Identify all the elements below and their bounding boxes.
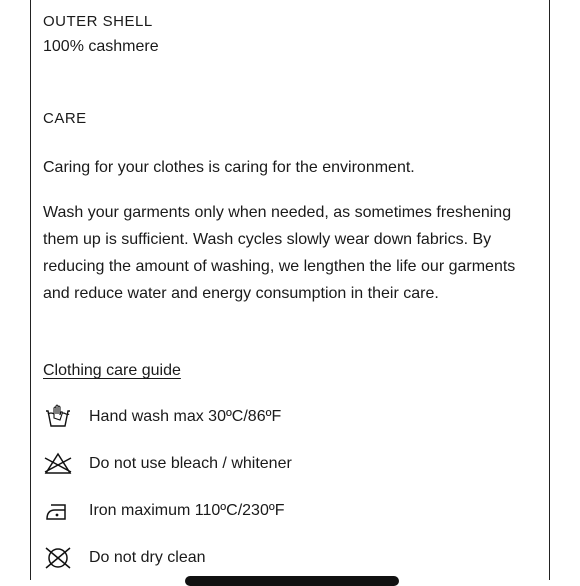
care-intro: Caring for your clothes is caring for the environment. — [43, 159, 415, 176]
care-body: Wash your garments only when needed, as sometimes freshening them up is sufficient. Wash cycles slowly wear down fabrics. By reducing the amount of washing, we lengthen the life our garments and reduce water and energy consumption in their care. — [43, 204, 516, 302]
iron-icon — [43, 498, 73, 524]
outer-shell-value: 100% cashmere — [43, 38, 159, 55]
care-item-text: Do not use bleach / whitener — [89, 455, 292, 472]
home-indicator-bar[interactable] — [185, 576, 399, 586]
product-details-panel — [30, 0, 550, 580]
care-item-hand-wash — [43, 402, 281, 432]
care-item-iron — [43, 496, 284, 526]
care-item-no-bleach — [43, 449, 292, 479]
clothing-care-guide-link[interactable]: Clothing care guide — [43, 362, 181, 379]
care-item-text: Do not dry clean — [89, 549, 206, 566]
care-item-text: Iron maximum 110ºC/230ºF — [89, 502, 285, 519]
care-item-text: Hand wash max 30ºC/86ºF — [89, 408, 282, 425]
no-dry-clean-icon — [43, 545, 73, 571]
no-bleach-icon — [43, 451, 73, 477]
hand-wash-icon — [43, 404, 73, 430]
care-item-no-dry-clean — [43, 543, 206, 573]
outer-shell-heading: OUTER SHELL — [43, 13, 153, 30]
care-heading: CARE — [43, 110, 87, 127]
